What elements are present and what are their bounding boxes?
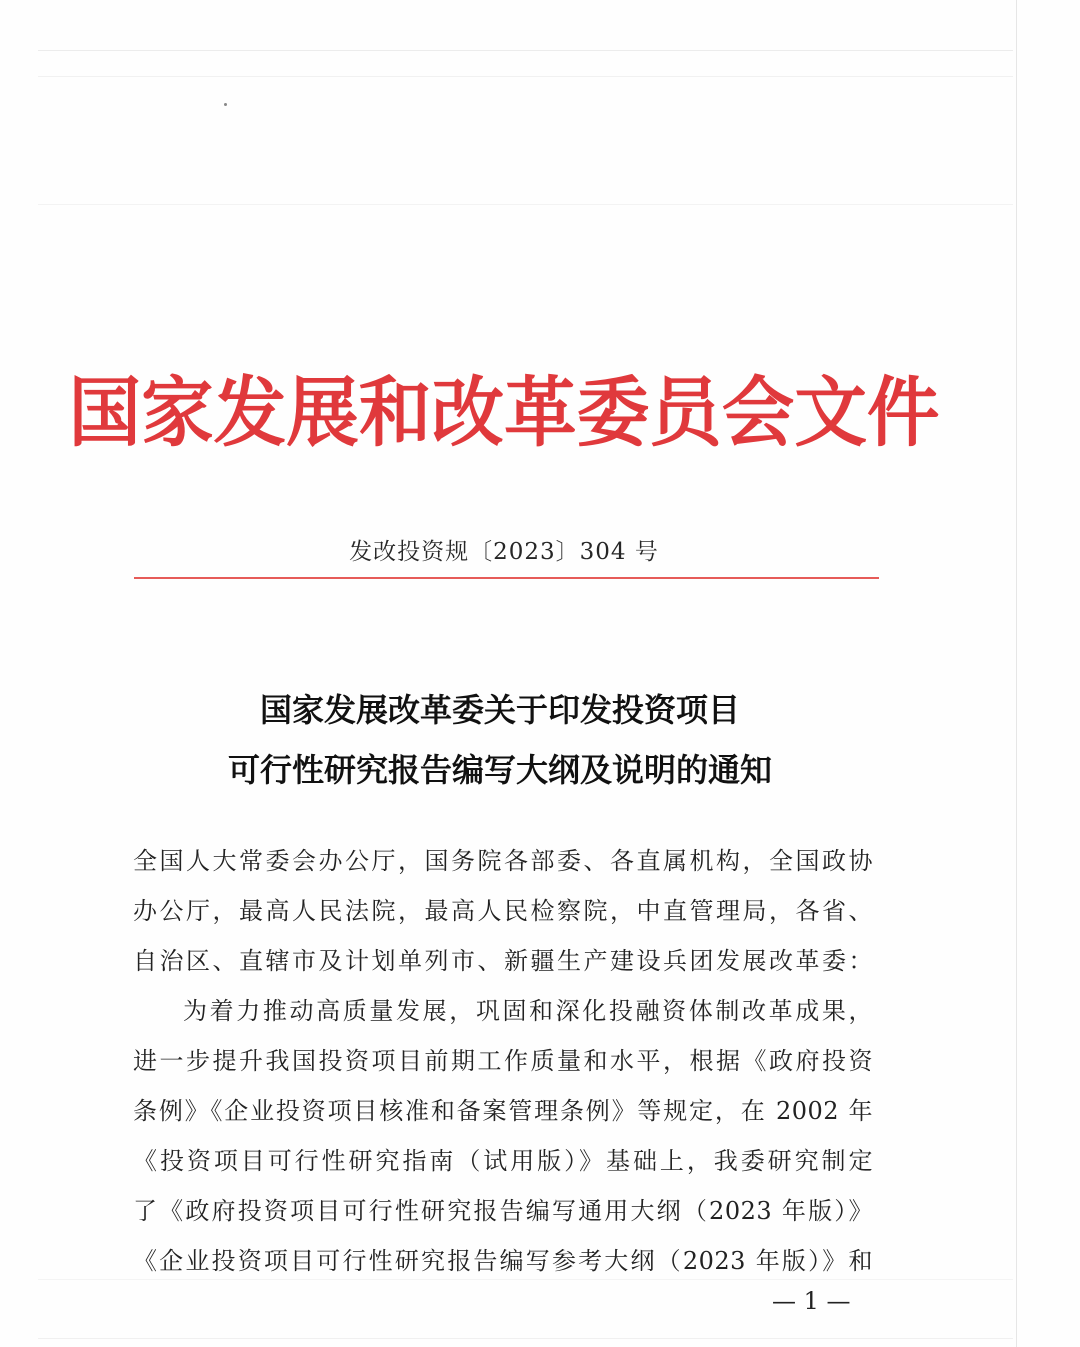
notice-title-line-2: 可行性研究报告编写大纲及说明的通知 [227,751,772,789]
body-line: 了《政府投资项目可行性研究报告编写通用大纲（2023 年版）》 [133,1197,873,1225]
scan-artifact-line [38,76,1013,77]
notice-title-line-1: 国家发展改革委关于印发投资项目 [259,691,740,729]
document-header-title: 国家发展和改革委员会文件 [68,368,940,457]
scan-artifact-line [38,50,1013,51]
document-number: 发改投资规〔2023〕304 号 [349,539,659,565]
body-line: 《投资项目可行性研究指南（试用版）》基础上，我委研究制定 [133,1147,873,1175]
body-line: 进一步提升我国投资项目前期工作质量和水平，根据《政府投资 [133,1047,873,1075]
body-line: 全国人大常委会办公厅，国务院各部委、各直属机构，全国政协 [133,847,873,875]
header-divider [134,577,879,579]
body-line: 办公厅，最高人民法院，最高人民检察院，中直管理局，各省、 [133,897,873,925]
body-line: 条例》《企业投资项目核准和备案管理条例》等规定，在 2002 年 [133,1097,873,1125]
page-edge [1016,0,1017,1347]
body-line: 自治区、直辖市及计划单列市、新疆生产建设兵团发展改革委： [133,947,873,975]
body-line: 《企业投资项目可行性研究报告编写参考大纲（2023 年版）》和 [133,1247,873,1275]
scan-artifact-line [38,1338,1013,1339]
page-number: — 1 — [772,1287,851,1315]
body-line: 为着力推动高质量发展，巩固和深化投融资体制改革成果， [183,997,873,1025]
scan-speck [224,103,227,106]
scan-artifact-line [38,204,1013,205]
scan-artifact-line [38,1279,1013,1280]
